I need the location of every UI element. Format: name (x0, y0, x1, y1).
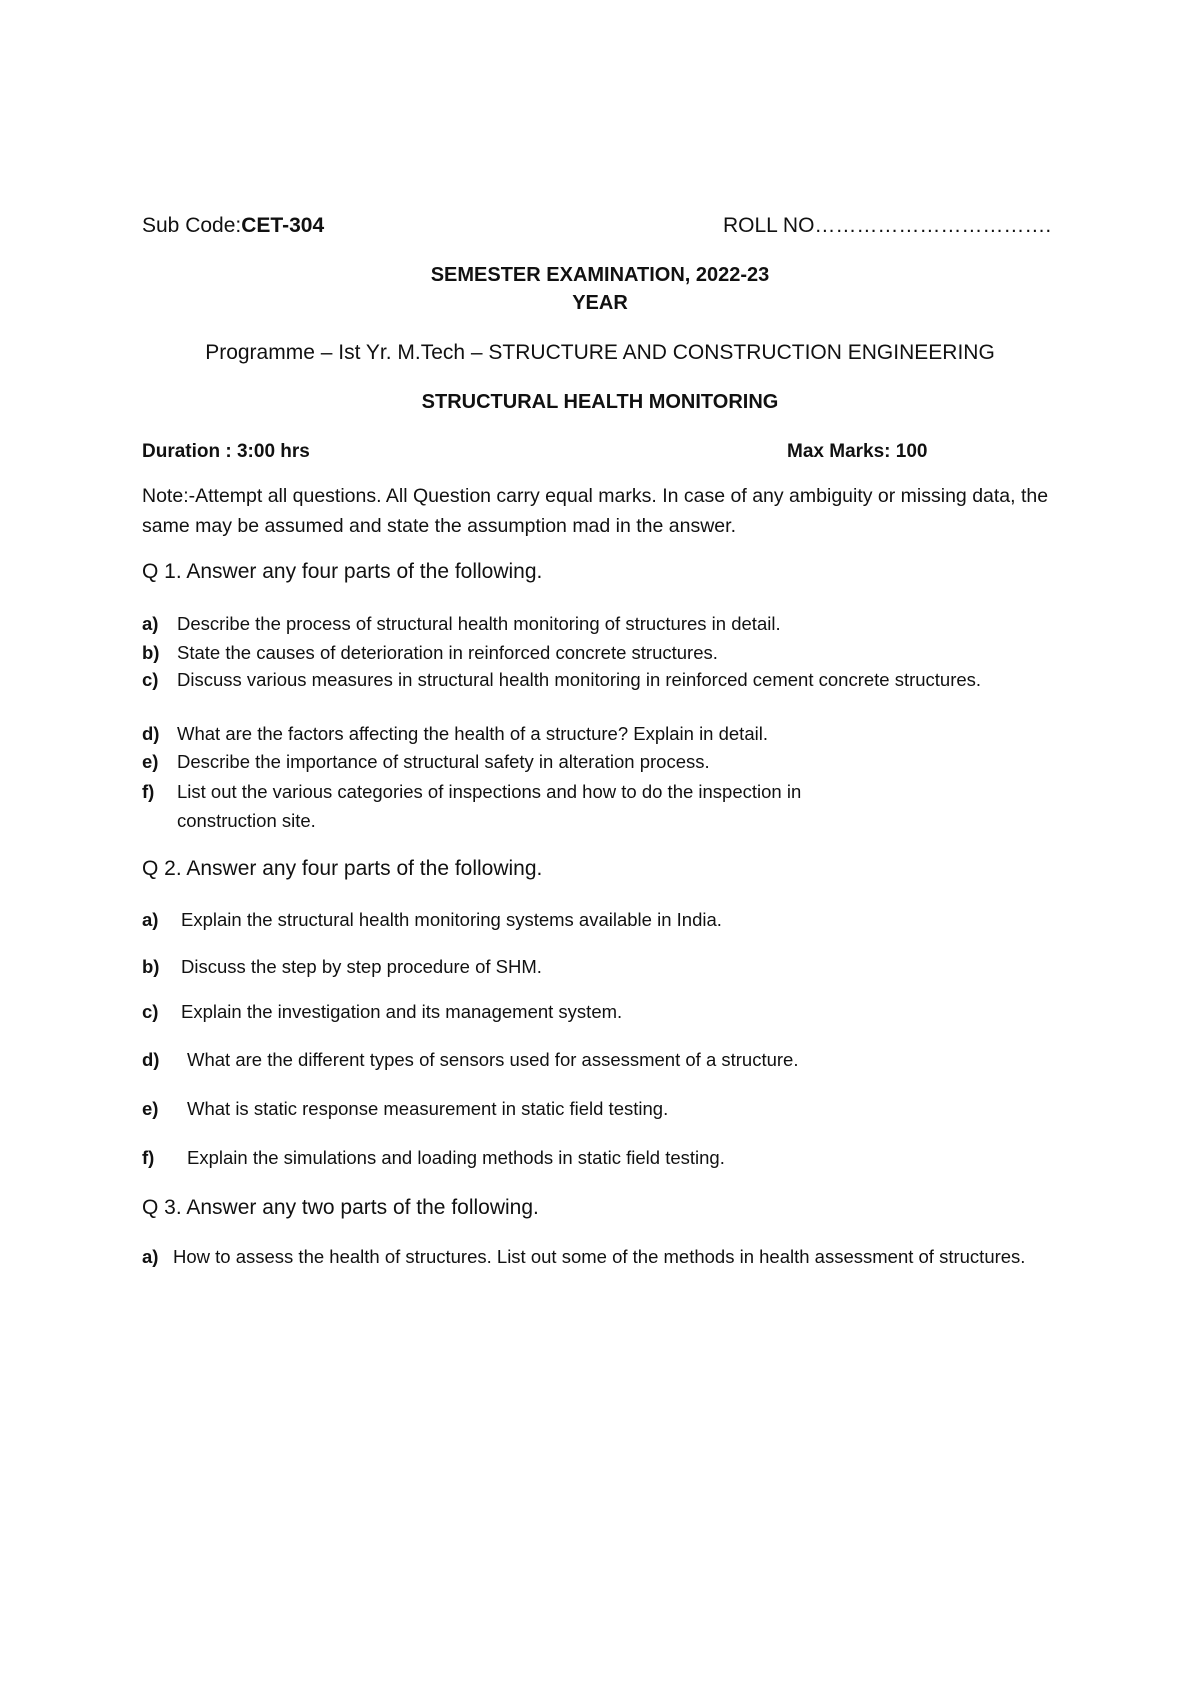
question-1-part-e (142, 749, 1062, 775)
question-2-part-b (142, 954, 1062, 980)
part-label: b) (142, 642, 160, 663)
sub-code (142, 214, 324, 238)
part-text: What are the different types of sensors used for assessment of a structure. (187, 1049, 799, 1070)
subject-title: STRUCTURAL HEALTH MONITORING (421, 391, 779, 413)
question-1-heading: Q 1. Answer any four parts of the following. (142, 560, 543, 583)
part-text: How to assess the health of structures. List out some of the methods in health assessment of structures. (173, 1246, 1026, 1267)
part-label: a) (142, 909, 159, 930)
part-text: What is static response measurement in static field testing. (187, 1098, 669, 1119)
part-text: Discuss the step by step procedure of SHM. (181, 956, 542, 977)
part-text: State the causes of deterioration in reinforced concrete structures. (177, 642, 718, 663)
part-text: Describe the process of structural health monitoring of structures in detail. (177, 613, 781, 634)
sub-code-value: CET-304 (241, 214, 325, 237)
question-2-part-a (142, 907, 1062, 933)
part-label: e) (142, 1098, 159, 1119)
duration: Duration : 3:00 hrs (142, 441, 310, 462)
part-text: Discuss various measures in structural health monitoring in reinforced cement concrete structures. (177, 669, 982, 690)
instructions-note: Note:-Attempt all questions. All Question carry equal marks. In case of any ambiguity or missing data, the same may be assumed and state the assumption mad in the answer. (142, 485, 1049, 537)
question-2-part-d (142, 1047, 1062, 1073)
question-2-part-f (142, 1145, 1062, 1171)
programme: Programme – Ist Yr. M.Tech – STRUCTURE AND CONSTRUCTION ENGINEERING (205, 341, 995, 364)
question-1-part-c (142, 667, 1012, 693)
question-1-part-d (142, 721, 1062, 747)
part-text: List out the various categories of inspections and how to do the inspection in construction site. (177, 781, 802, 831)
question-2-part-e (142, 1096, 1062, 1122)
part-label: f) (142, 1147, 155, 1168)
question-1-part-f (142, 777, 902, 835)
question-2-part-c (142, 999, 1062, 1025)
part-label: a) (142, 613, 159, 634)
part-label: d) (142, 1049, 160, 1070)
question-1-part-b (142, 640, 1062, 666)
question-1-part-a (142, 611, 1062, 637)
question-3-heading: Q 3. Answer any two parts of the following. (142, 1196, 539, 1219)
part-label: e) (142, 751, 159, 772)
exam-year: YEAR (572, 292, 628, 314)
roll-no: ROLL NO……………………………. (723, 214, 1052, 237)
max-marks: Max Marks: 100 (787, 441, 928, 462)
part-label: b) (142, 956, 160, 977)
exam-title: SEMESTER EXAMINATION, 2022-23 (430, 264, 770, 286)
part-text: What are the factors affecting the health of a structure? Explain in detail. (177, 723, 768, 744)
part-label: c) (142, 669, 159, 690)
part-text: Describe the importance of structural safety in alteration process. (177, 751, 710, 772)
question-2-heading: Q 2. Answer any four parts of the following. (142, 857, 543, 880)
part-text: Explain the investigation and its management system. (181, 1001, 623, 1022)
part-label: c) (142, 1001, 159, 1022)
question-3-part-a (142, 1244, 1082, 1270)
part-label: f) (142, 781, 155, 802)
part-label: a) (142, 1246, 159, 1267)
part-text: Explain the structural health monitoring systems available in India. (181, 909, 722, 930)
part-text: Explain the simulations and loading methods in static field testing. (187, 1147, 725, 1168)
sub-code-label: Sub Code: (142, 214, 242, 237)
part-label: d) (142, 723, 160, 744)
